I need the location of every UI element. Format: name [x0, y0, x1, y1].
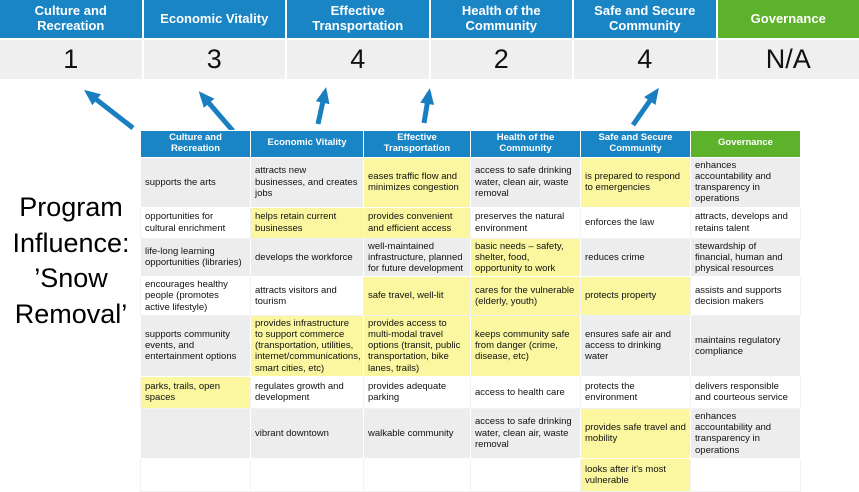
matrix-header-health-of-the-community: Health of the Community: [471, 131, 581, 158]
summary-score-economic-vitality: 3: [144, 40, 286, 79]
summary-score-effective-transportation: 4: [287, 40, 429, 79]
matrix-row-1: [141, 157, 801, 207]
matrix-cell-empty: [141, 458, 251, 491]
matrix-cell-reduces-crime: reduces crime: [581, 238, 691, 277]
matrix-cell-safe-travel-well-lit: safe travel, well-lit: [364, 277, 471, 316]
matrix-cell-provides-convenient-and-effici: provides convenient and efficient access: [364, 207, 471, 238]
matrix-cell-empty: [251, 458, 364, 491]
summary-header-safe-and-secure-community: Safe and Secure Community: [574, 0, 716, 38]
matrix-cell-well-maintained-infrastructure: well-maintained infrastructure, planned for future development: [364, 238, 471, 277]
summary-score-culture-and-recreation: 1: [0, 40, 142, 79]
up-arrow-icon: [633, 92, 656, 125]
matrix-cell-encourages-healthy-people-prom: encourages healthy people (promotes active lifestyle): [141, 277, 251, 316]
matrix-cell-empty: [364, 458, 471, 491]
summary-score-health-of-the-community: 2: [431, 40, 573, 79]
program-influence-title: Program Influence: ’Snow Removal’: [0, 190, 142, 333]
matrix-cell-walkable-community: walkable community: [364, 408, 471, 458]
matrix-row-6: [141, 376, 801, 408]
matrix-cell-provides-safe-travel-and-mobil: provides safe travel and mobility: [581, 408, 691, 458]
matrix-cell-provides-infrastructure-to-sup: provides infrastructure to support commerce (transportation, utilities, internet/communications, smart cities, etc): [251, 315, 364, 376]
matrix-cell-supports-community-events-and-: supports community events, and entertainment options: [141, 315, 251, 376]
summary-column-effective-transportation: [287, 0, 429, 79]
matrix-cell-enhances-accountability-and-tr: enhances accountability and transparency in operations: [691, 408, 801, 458]
summary-header-effective-transportation: Effective Transportation: [287, 0, 429, 38]
matrix-cell-access-to-safe-drinking-water-: access to safe drinking water, clean air, waste removal: [471, 408, 581, 458]
matrix-cell-access-to-health-care: access to health care: [471, 376, 581, 408]
summary-score-safe-and-secure-community: 4: [574, 40, 716, 79]
up-arrow-icon: [424, 93, 429, 123]
matrix-row-4: [141, 277, 801, 316]
matrix-cell-empty: [141, 408, 251, 458]
summary-column-health-of-the-community: [431, 0, 573, 79]
matrix-cell-delivers-responsible-and-court: delivers responsible and courteous service: [691, 376, 801, 408]
matrix-cell-regulates-growth-and-developme: regulates growth and development: [251, 376, 364, 408]
matrix-body: [141, 157, 801, 491]
matrix-cell-assists-and-supports-decision-: assists and supports decision makers: [691, 277, 801, 316]
summary-header-governance: Governance: [718, 0, 859, 38]
matrix-cell-preserves-the-natural-environm: preserves the natural environment: [471, 207, 581, 238]
summary-header-culture-and-recreation: Culture and Recreation: [0, 0, 142, 38]
matrix-cell-eases-traffic-flow-and-minimiz: eases traffic flow and minimizes congestion: [364, 157, 471, 207]
matrix-row-5: [141, 315, 801, 376]
matrix-cell-enhances-accountability-and-tr: enhances accountability and transparency in operations: [691, 157, 801, 207]
summary-column-economic-vitality: [144, 0, 286, 79]
matrix-header-safe-and-secure-community: Safe and Secure Community: [581, 131, 691, 158]
summary-band: [0, 0, 859, 79]
matrix-cell-develops-the-workforce: develops the workforce: [251, 238, 364, 277]
matrix-header-effective-transportation: Effective Transportation: [364, 131, 471, 158]
matrix-cell-supports-the-arts: supports the arts: [141, 157, 251, 207]
matrix-row-8: [141, 458, 801, 491]
up-arrow-icon: [318, 92, 325, 124]
matrix-cell-empty: [691, 458, 801, 491]
matrix-cell-enforces-the-law: enforces the law: [581, 207, 691, 238]
matrix-cell-parks-trails-open-spaces: parks, trails, open spaces: [141, 376, 251, 408]
matrix-cell-provides-access-to-multi-modal: provides access to multi-modal travel options (transit, public transportation, bike lanes, trails): [364, 315, 471, 376]
matrix-header-row: [141, 131, 801, 158]
summary-header-health-of-the-community: Health of the Community: [431, 0, 573, 38]
matrix-cell-stewardship-of-financial-human: stewardship of financial, human and physical resources: [691, 238, 801, 277]
matrix-cell-access-to-safe-drinking-water-: access to safe drinking water, clean air, waste removal: [471, 157, 581, 207]
matrix-cell-looks-after-it-s-most-vulnerab: looks after it's most vulnerable: [581, 458, 691, 491]
influence-matrix: [140, 130, 801, 492]
matrix-row-3: [141, 238, 801, 277]
summary-column-safe-and-secure-community: [574, 0, 716, 79]
matrix-cell-opportunities-for-cultural-enr: opportunities for cultural enrichment: [141, 207, 251, 238]
matrix-cell-maintains-regulatory-complianc: maintains regulatory compliance: [691, 315, 801, 376]
matrix-cell-cares-for-the-vulnerable-elder: cares for the vulnerable (elderly, youth): [471, 277, 581, 316]
summary-header-economic-vitality: Economic Vitality: [144, 0, 286, 38]
matrix-cell-protects-the-environment: protects the environment: [581, 376, 691, 408]
matrix-cell-life-long-learning-opportuniti: life-long learning opportunities (libraries): [141, 238, 251, 277]
summary-column-governance: [718, 0, 859, 79]
matrix-cell-attracts-visitors-and-tourism: attracts visitors and tourism: [251, 277, 364, 316]
up-arrow-icon: [88, 93, 133, 128]
matrix-header-economic-vitality: Economic Vitality: [251, 131, 364, 158]
matrix-header-governance: Governance: [691, 131, 801, 158]
matrix-cell-ensures-safe-air-and-access-to: ensures safe air and access to drinking water: [581, 315, 691, 376]
summary-score-governance: N/A: [718, 40, 859, 79]
matrix-cell-provides-adequate-parking: provides adequate parking: [364, 376, 471, 408]
matrix-cell-attracts-develops-and-retains-: attracts, develops and retains talent: [691, 207, 801, 238]
matrix-cell-helps-retain-current-businesse: helps retain current businesses: [251, 207, 364, 238]
up-arrow-icon: [202, 95, 233, 131]
matrix-row-2: [141, 207, 801, 238]
matrix-row-7: [141, 408, 801, 458]
matrix-cell-attracts-new-businesses-and-cr: attracts new businesses, and creates jobs: [251, 157, 364, 207]
matrix-cell-is-prepared-to-respond-to-emer: is prepared to respond to emergencies: [581, 157, 691, 207]
matrix-cell-vibrant-downtown: vibrant downtown: [251, 408, 364, 458]
matrix-cell-empty: [471, 458, 581, 491]
matrix-header-culture-and-recreation: Culture and Recreation: [141, 131, 251, 158]
matrix-cell-basic-needs-safety-shelter-foo: basic needs – safety, shelter, food, opportunity to work: [471, 238, 581, 277]
matrix-cell-protects-property: protects property: [581, 277, 691, 316]
matrix-cell-keeps-community-safe-from-dang: keeps community safe from danger (crime, disease, etc): [471, 315, 581, 376]
summary-column-culture-and-recreation: [0, 0, 142, 79]
